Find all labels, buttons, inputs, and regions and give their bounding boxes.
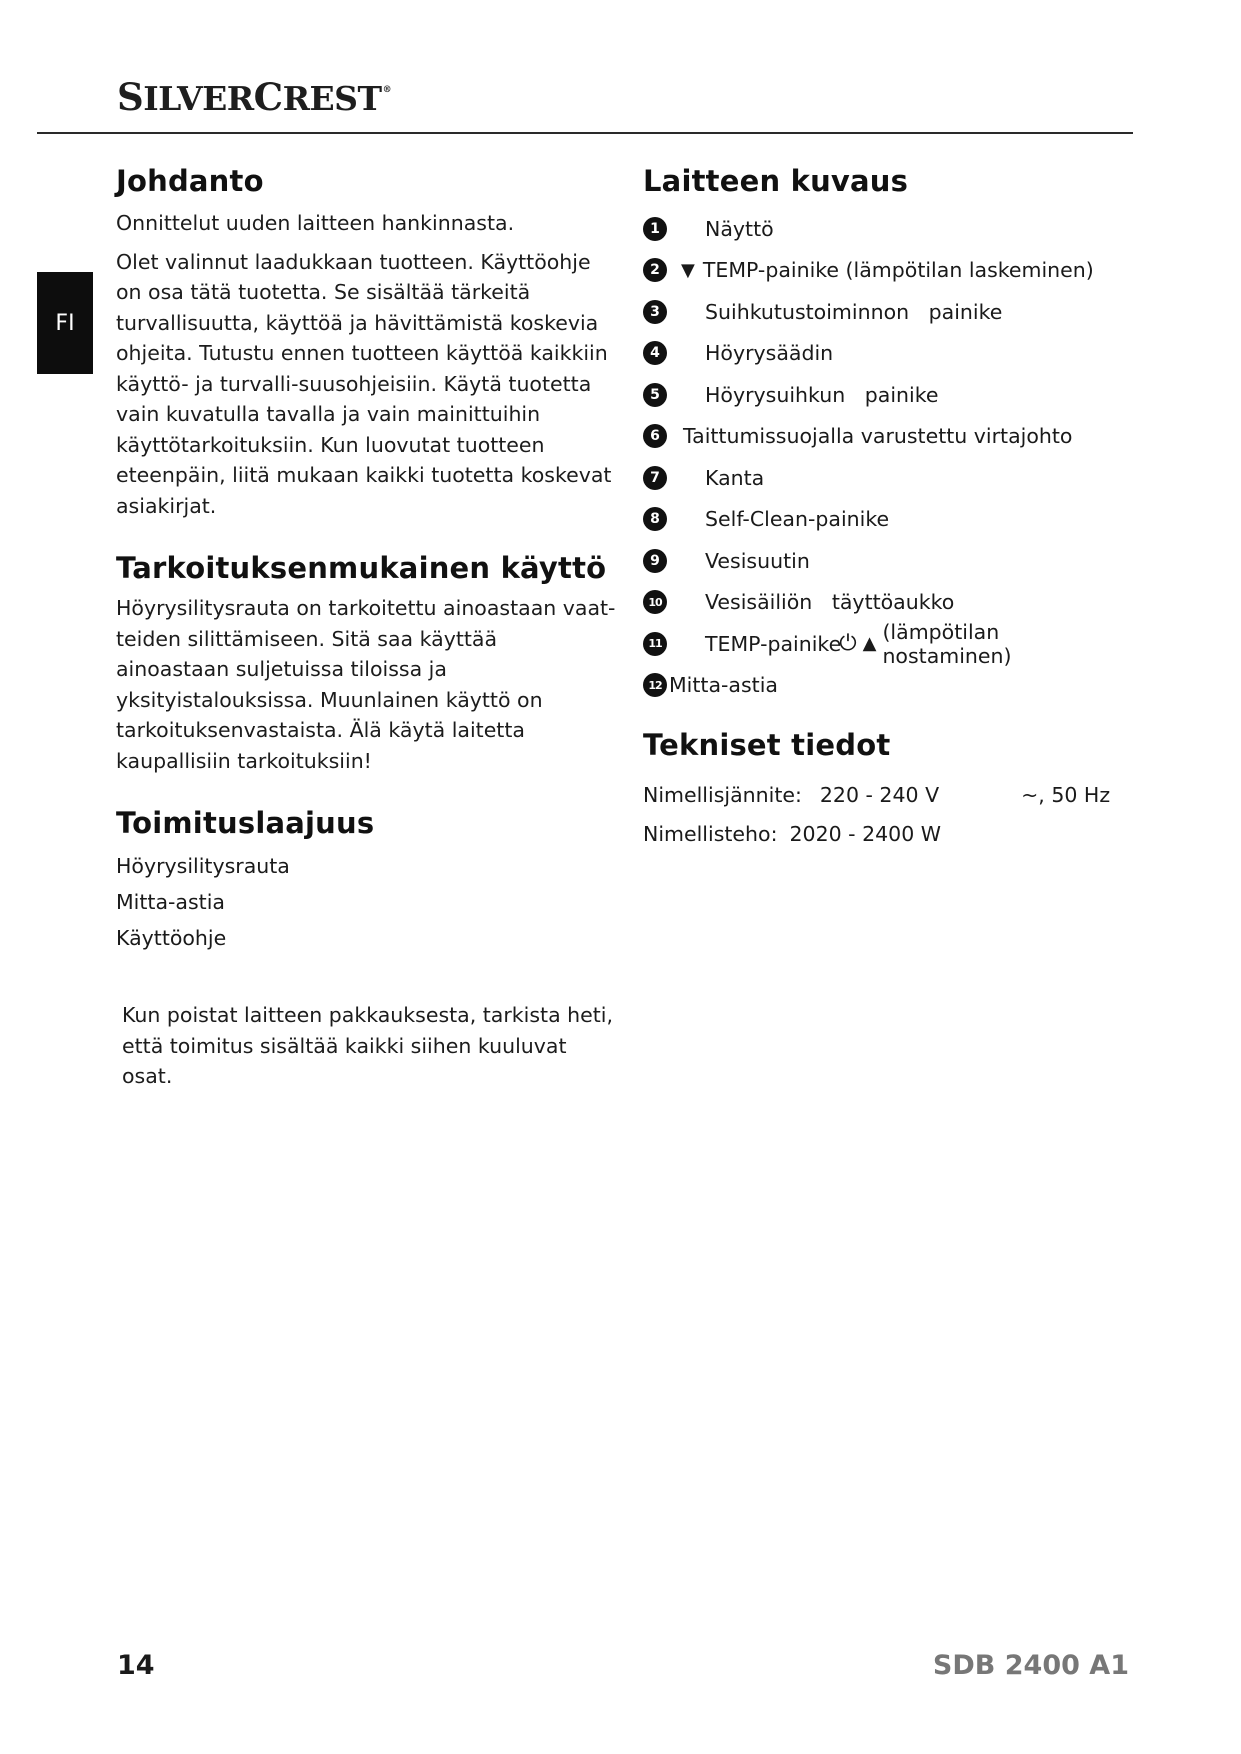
temperature-down-icon: ▼: [681, 259, 695, 281]
scope-heading: Toimituslaajuus: [116, 806, 375, 840]
power-label: Nimellisteho:: [643, 822, 778, 846]
item-label: Suihkutustoiminnon painike: [705, 299, 1003, 324]
intro-heading: Johdanto: [116, 164, 264, 198]
list-item: [643, 499, 1123, 541]
header-rule: [37, 132, 1133, 134]
item-label: Taittumissuojalla varustettu virtajohto: [683, 424, 1073, 449]
tech-heading: Tekniset tiedot: [643, 728, 891, 762]
intro-lead: Onnittelut uuden laitteen hankinnasta.: [116, 211, 515, 235]
voltage-label: Nimellisjännite:: [643, 783, 802, 807]
left-column: [116, 164, 616, 1092]
power-value: 2020 - 2400 W: [789, 822, 942, 846]
list-item: [643, 582, 1123, 624]
brand-text: REST: [282, 79, 382, 118]
brand-letter: C: [253, 75, 283, 119]
item-label: TEMP-painike (lämpötilan laskeminen): [702, 258, 1094, 283]
voltage-value: 220 - 240 V: [819, 783, 940, 807]
item-label: Höyrysuihkun painike: [705, 382, 939, 407]
list-item: Mitta-astia: [116, 890, 225, 914]
item-label: Kanta: [705, 465, 765, 490]
tech-specs: [643, 776, 1123, 854]
item-label: (lämpötilan nostaminen): [882, 619, 1012, 668]
item-number: 10: [643, 590, 667, 614]
intro-body: Olet valinnut laadukkaan tuotteen. Käyttöohje on osa tätä tuotetta. Se sisältää tärkeitä turvallisuutta, käyttöä ja hävittämistä koskevia ohjeita. Tutustu ennen tuotteen käyttöä kaikkiin käyttö- ja turvalli-suusohjeisiin. Käytä tuotetta vain kuvatulla tavalla ja vain mainittuihin käyttötarkoituksiin. Kun luovutat tuotteen eteenpäin, liitä mukaan kaikki tuotetta koskevat asiakirjat.: [116, 249, 612, 518]
item-label: Vesisuutin: [705, 548, 810, 573]
list-item: [643, 619, 1123, 668]
power-icon: ⏻: [839, 631, 857, 657]
item-number: 9: [643, 549, 667, 573]
voltage-row: [643, 776, 1123, 815]
item-label: Höyrysäädin: [705, 341, 834, 366]
list-item: [643, 333, 1123, 375]
item-number: 5: [643, 383, 667, 407]
parts-legend: [643, 208, 1123, 706]
item-number: 7: [643, 466, 667, 490]
item-number: 2: [643, 258, 667, 282]
language-tab: FI: [37, 272, 93, 374]
item-label: Vesisäiliön täyttöaukko: [705, 590, 955, 615]
list-item: Käyttöohje: [116, 926, 227, 950]
item-label: TEMP-painike: [705, 631, 842, 656]
model-number: SDB 2400 A1: [932, 1650, 1129, 1681]
list-item: [643, 374, 1123, 416]
page-number: 14: [117, 1650, 155, 1681]
list-item: [643, 457, 1123, 499]
item-number: 3: [643, 300, 667, 324]
brand-logo: [117, 75, 391, 119]
item-number: 4: [643, 341, 667, 365]
item-label: Self-Clean-painike: [705, 507, 890, 532]
list-item: [643, 208, 1123, 250]
brand-letter: S: [117, 75, 144, 119]
scope-note: Kun poistat laitteen pakkauksesta, tarkista heti, että toimitus sisältää kaikki siihen kuuluvat osat.: [122, 1003, 614, 1088]
item-label: Näyttö: [705, 216, 774, 241]
item-number: 6: [643, 424, 667, 448]
power-row: [643, 815, 1123, 854]
brand-text: ILVER: [143, 79, 254, 118]
item-label: Mitta-astia: [669, 673, 778, 698]
right-column: [643, 164, 1123, 854]
list-item: [643, 250, 1123, 292]
list-item: [643, 416, 1123, 458]
item-number: 11: [643, 632, 667, 656]
registered-mark: ®: [382, 85, 392, 95]
item-number: 12: [643, 673, 667, 697]
item-number: 1: [643, 217, 667, 241]
temperature-up-icon: ▲: [862, 633, 877, 655]
voltage-frequency: ~, 50 Hz: [1021, 783, 1111, 807]
list-item: [643, 291, 1123, 333]
use-heading: Tarkoituksenmukainen käyttö: [116, 551, 607, 585]
item-number: 8: [643, 507, 667, 531]
description-heading: Laitteen kuvaus: [643, 164, 909, 198]
list-item: Höyrysilitysrauta: [116, 854, 290, 878]
list-item: [643, 540, 1123, 582]
scope-list: [116, 848, 616, 956]
use-body: Höyrysilitysrauta on tarkoitettu ainoastaan vaat-teiden silittämiseen. Sitä saa käyttää ainoastaan suljetuissa tiloissa ja yksityistalouksissa. Muunlainen käyttö on tarkoituksenvastaista. Älä käytä laitetta kaupallisiin tarkoituksiin!: [116, 596, 616, 773]
list-item: [643, 665, 1123, 707]
